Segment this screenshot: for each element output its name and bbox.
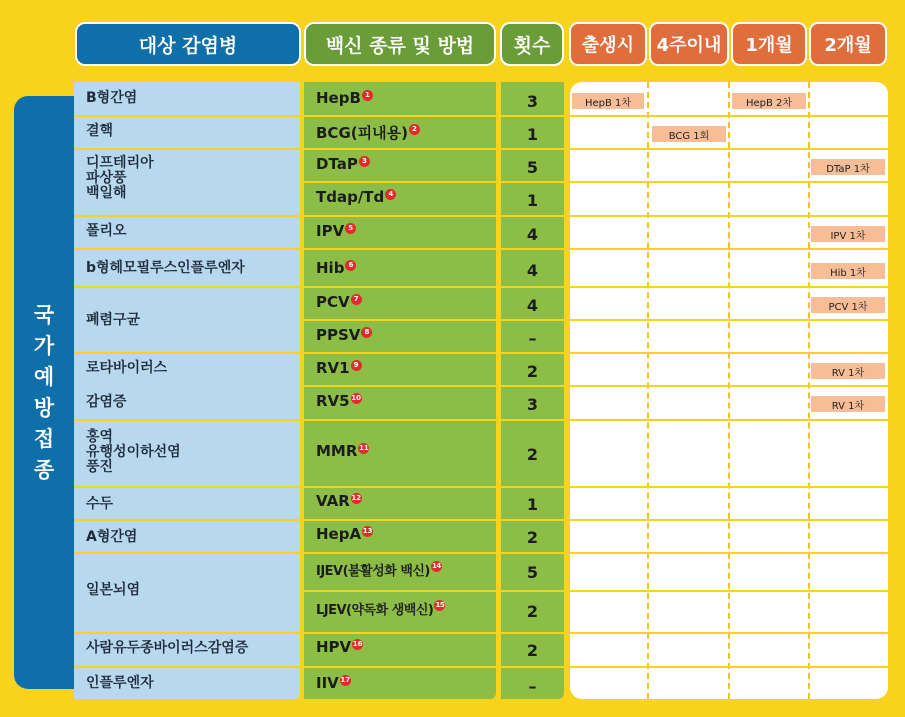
footnote-badge: 12 (351, 493, 362, 502)
vaccine-rv1: RV1 $^9$ (316, 359, 362, 377)
side-char: 접 (33, 426, 55, 451)
dose-count: 4 (526, 224, 539, 244)
vaccine-rv5: RV5 $^{10}$ (316, 392, 361, 410)
dose-count: 2 (526, 601, 539, 621)
footnote-badge: 17 (340, 675, 351, 684)
footnote-badge: 7 (351, 294, 362, 305)
footnote-badge: 2 (409, 124, 420, 135)
dose-count: 2 (526, 640, 539, 660)
schedule-hepb-birth: HepB 1차 (572, 93, 644, 109)
footnote-badge: 16 (352, 639, 363, 648)
schedule-pcv-2months: PCV 1차 (811, 297, 885, 313)
footnote-badge: 8 (361, 327, 372, 338)
vaccine-hib: Hib $^6$ (316, 259, 356, 277)
disease-influenza: 인플루엔자 (86, 674, 154, 691)
header-age-4weeks: 4주이내 (649, 22, 729, 66)
footnote-badge: 9 (351, 360, 362, 371)
dose-count: 4 (526, 295, 539, 315)
disease-mmr: 홍역 유행성이하선염 풍진 (86, 428, 181, 475)
schedule-rv5-2months: RV 1차 (811, 396, 885, 412)
vaccine-dtap: DTaP $^3$ (316, 155, 370, 173)
vaccine-iiv: IIV $^{17}$ (316, 674, 351, 692)
dose-count: 5 (526, 157, 539, 177)
footnote-badge: 10 (351, 393, 361, 402)
dose-count: 1 (526, 494, 539, 514)
vaccine-tdap: Tdap/Td $^4$ (316, 188, 396, 206)
header-doses: 횟수 (500, 22, 564, 66)
footnote-badge: 1 (362, 90, 373, 101)
dose-count: 4 (526, 260, 539, 280)
schedule-hepb-1month: HepB 2차 (732, 93, 806, 109)
dose-count: 5 (526, 562, 539, 582)
footnote-badge: 15 (435, 601, 445, 609)
vaccine-hpv: HPV $^{16}$ (316, 638, 363, 656)
header-disease: 대상 감염병 (75, 22, 301, 66)
dose-count: – (528, 328, 537, 348)
disease-dtp: 디프테리아 파상풍 백일해 (86, 154, 154, 201)
dose-count: 1 (526, 124, 539, 144)
vaccine-ipv: IPV $^5$ (316, 222, 356, 240)
footnote-badge: 11 (359, 443, 369, 452)
vaccine-ijev: IJEV(불활성화 백신) $^{14}$ (316, 562, 441, 579)
footnote-badge: 14 (432, 562, 441, 570)
dose-count: 2 (526, 527, 539, 547)
disease-hib: b형헤모필루스인플루엔자 (86, 259, 245, 276)
side-char: 가 (33, 333, 55, 358)
footnote-badge: 4 (385, 189, 396, 200)
dose-count: 2 (526, 444, 539, 464)
dose-count: 2 (526, 361, 539, 381)
schedule-ipv-2months: IPV 1차 (811, 226, 885, 242)
disease-pneumococcal: 폐렴구균 (86, 311, 141, 328)
side-char: 방 (33, 395, 55, 420)
schedule-bcg-4weeks: BCG 1회 (652, 126, 726, 142)
dose-count: 3 (526, 91, 539, 111)
vaccine-bcg: BCG(피내용) $^2$ (316, 122, 420, 143)
header-age-2months: 2개월 (809, 22, 887, 66)
footnote-badge: 6 (345, 260, 356, 271)
disease-japanese-encephalitis: 일본뇌염 (86, 581, 141, 598)
disease-rotavirus: 로타바이러스 감염증 (86, 360, 168, 410)
disease-hepa: A형간염 (86, 528, 138, 545)
vaccine-ljev: LJEV(약독화 생백신) $^{15}$ (316, 601, 445, 618)
disease-polio: 폴리오 (86, 222, 127, 239)
footnote-badge: 5 (345, 223, 356, 234)
header-age-1month: 1개월 (731, 22, 807, 66)
disease-hepb: B형간염 (86, 89, 138, 106)
side-char: 예 (33, 364, 55, 389)
national-vaccination-label (14, 96, 74, 689)
side-char: 종 (33, 457, 55, 482)
side-char: 국 (33, 302, 55, 327)
disease-tuberculosis: 결핵 (86, 122, 114, 139)
dose-count: – (528, 676, 537, 696)
schedule-dtap-2months: DTaP 1차 (811, 159, 885, 175)
schedule-hib-2months: Hib 1차 (811, 263, 885, 279)
vaccine-mmr: MMR $^{11}$ (316, 442, 369, 460)
vaccine-pcv: PCV $^7$ (316, 293, 362, 311)
vaccine-hepa: HepA $^{13}$ (316, 525, 373, 543)
dose-count: 1 (526, 190, 539, 210)
vaccine-hepb: HepB $^1$ (316, 89, 373, 107)
disease-hpv: 사람유두종바이러스감염증 (86, 639, 249, 656)
footnote-badge: 13 (362, 526, 373, 535)
vaccine-var: VAR $^{12}$ (316, 492, 362, 510)
footnote-badge: 3 (359, 156, 370, 167)
schedule-rv1-2months: RV 1차 (811, 363, 885, 379)
dose-count: 3 (526, 394, 539, 414)
vaccine-ppsv: PPSV $^8$ (316, 326, 372, 344)
header-vaccine: 백신 종류 및 방법 (304, 22, 496, 66)
disease-varicella: 수두 (86, 495, 114, 512)
header-age-birth: 출생시 (569, 22, 647, 66)
